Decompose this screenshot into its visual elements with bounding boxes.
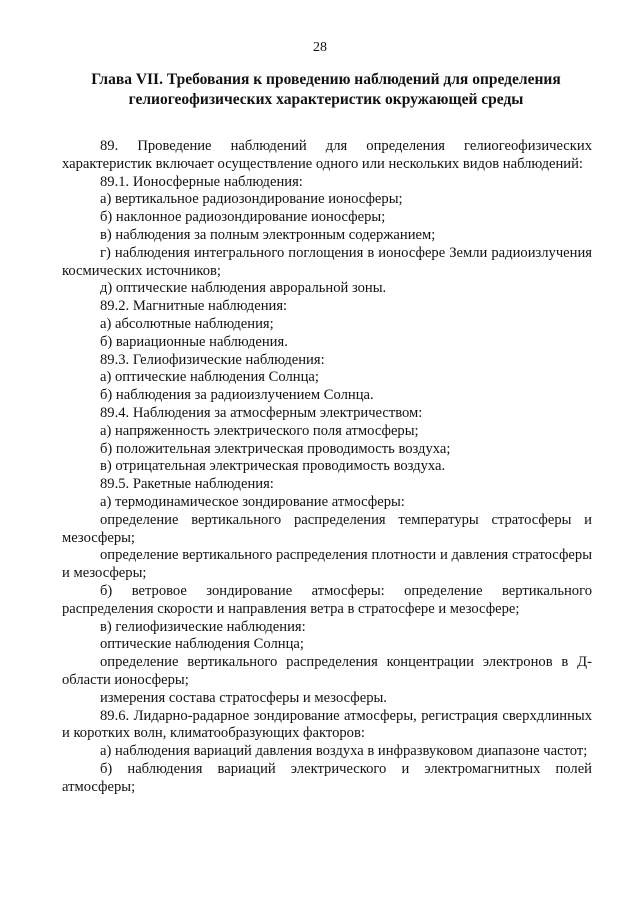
paragraph-89-2: 89.2. Магнитные наблюдения: bbox=[100, 298, 288, 315]
list-item-89-6-b: б) наблюдения вариаций электрического и электромагнитных полей атмосферы; bbox=[62, 760, 592, 795]
chapter-title bbox=[60, 70, 592, 110]
list-item-89-2-a: а) абсолютные наблюдения; bbox=[100, 315, 274, 332]
list-item-89-1-d: д) оптические наблюдения авроральной зоны. bbox=[100, 280, 387, 297]
paragraph-89-5: 89.5. Ракетные наблюдения: bbox=[100, 476, 274, 493]
list-item-89-1-g: г) наблюдения интегрального поглощения в ионосфере Земли радиоизлучения космических источников; bbox=[62, 244, 592, 279]
list-item-89-6-a: а) наблюдения вариаций давления воздуха в инфразвуковом диапазоне частот; bbox=[100, 743, 588, 760]
list-item-89-3-a: а) оптические наблюдения Солнца; bbox=[100, 369, 319, 386]
list-subitem-optical-sun: оптические наблюдения Солнца; bbox=[100, 636, 304, 653]
list-item-89-3-b: б) наблюдения за радиоизлучением Солнца. bbox=[100, 387, 374, 404]
list-subitem-electron-concentration: определение вертикального распределения концентрации электронов в Д-области ионосферы; bbox=[62, 654, 592, 688]
document-body bbox=[62, 138, 592, 796]
page-number: 28 bbox=[313, 40, 327, 55]
paragraph-89: 89. Проведение наблюдений для определения гелиогеофизических характеристик включает осуществление одного или нескольких видов наблюдений: bbox=[62, 138, 592, 172]
list-item-89-5-b: б) ветровое зондирование атмосферы: определение вертикального распределения скорости и направления ветра в стратосфере и мезосфере; bbox=[62, 582, 592, 617]
list-item-89-1-b: б) наклонное радиозондирование ионосферы; bbox=[100, 209, 386, 226]
list-subitem-density: определение вертикального распределения плотности и давления стратосферы и мезосферы; bbox=[62, 547, 592, 582]
list-subitem-composition: измерения состава стратосферы и мезосферы. bbox=[100, 689, 387, 706]
chapter-title-line-1: Глава VII. Требования к проведению наблюдений для определения bbox=[91, 71, 561, 88]
list-subitem-temperature: определение вертикального распределения температуры стратосферы и мезосферы; bbox=[62, 511, 592, 546]
paragraph-89-4: 89.4. Наблюдения за атмосферным электричеством: bbox=[100, 404, 423, 421]
list-item-89-4-b: б) положительная электрическая проводимость воздуха; bbox=[100, 440, 451, 457]
list-item-89-1-a: а) вертикальное радиозондирование ионосферы; bbox=[100, 191, 403, 208]
paragraph-89-3: 89.3. Гелиофизические наблюдения: bbox=[100, 351, 325, 368]
list-item-89-4-v: в) отрицательная электрическая проводимость воздуха. bbox=[100, 458, 446, 475]
chapter-title-line-2: гелиогеофизических характеристик окружающей среды bbox=[128, 91, 524, 108]
list-item-89-5-a: а) термодинамическое зондирование атмосферы: bbox=[100, 493, 405, 510]
paragraph-89-1: 89.1. Ионосферные наблюдения: bbox=[100, 173, 303, 190]
list-item-89-2-b: б) вариационные наблюдения. bbox=[100, 333, 288, 350]
list-item-89-1-v: в) наблюдения за полным электронным содержанием; bbox=[100, 226, 436, 243]
paragraph-89-6: 89.6. Лидарно-радарное зондирование атмосферы, регистрация сверхдлинных и коротких волн, климатообразующих факторов: bbox=[62, 707, 592, 742]
list-item-89-5-v: в) гелиофизические наблюдения: bbox=[100, 618, 306, 635]
list-item-89-4-a: а) напряженность электрического поля атмосферы; bbox=[100, 422, 419, 439]
